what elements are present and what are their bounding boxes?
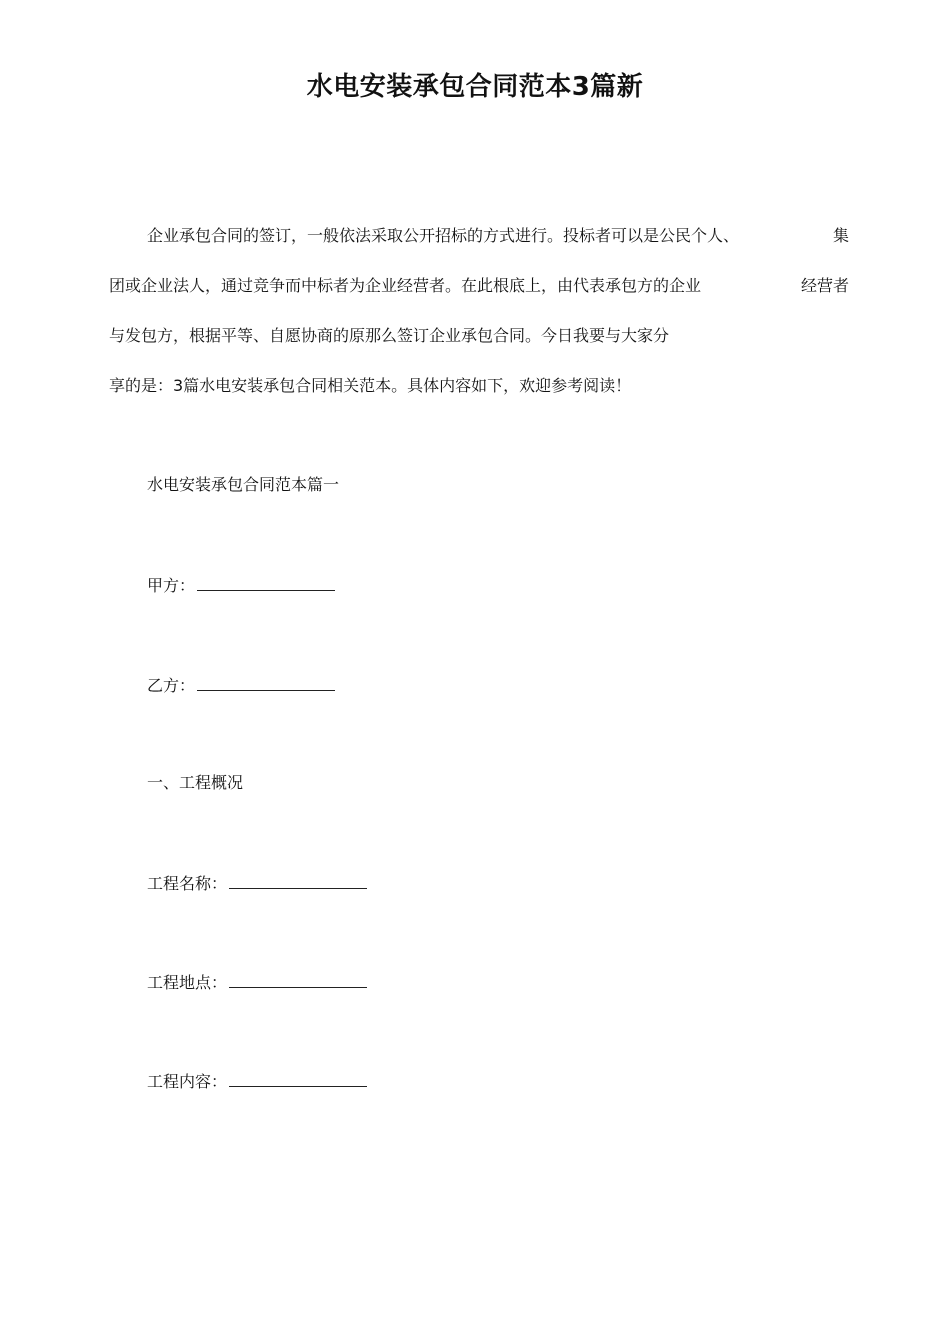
project-name-label: 工程名称： bbox=[147, 874, 228, 893]
intro-line-2-text: 团或企业法人，通过竞争而中标者为企业经营者。在此根底上，由代表承包方的企业 bbox=[109, 276, 702, 295]
party-b-label: 乙方： bbox=[147, 676, 196, 695]
section-heading: 水电安装承包合同范本篇一 bbox=[147, 475, 340, 494]
intro-line-4: 享的是：3篇水电安装承包合同相关范本。具体内容如下，欢迎参考阅读！ bbox=[109, 376, 632, 395]
intro-line-2 bbox=[109, 275, 849, 297]
intro-line-1 bbox=[147, 225, 849, 247]
intro-line-1-text: 企业承包合同的签订，一般依法采取公开招标的方式进行。投标者可以是公民个人、 bbox=[147, 226, 740, 245]
party-a-blank bbox=[197, 574, 335, 591]
party-a-field bbox=[147, 574, 335, 597]
party-b-field bbox=[147, 674, 335, 697]
project-content-field bbox=[147, 1070, 367, 1093]
project-content-blank bbox=[229, 1070, 367, 1087]
intro-line-1-end: 集 bbox=[832, 226, 849, 245]
project-name-blank bbox=[229, 872, 367, 889]
intro-line-2-end: 经营者 bbox=[800, 276, 849, 295]
party-b-blank bbox=[197, 674, 335, 691]
document-title: 水电安装承包合同范本3篇新 bbox=[306, 72, 644, 102]
project-location-blank bbox=[229, 971, 367, 988]
project-location-field bbox=[147, 971, 367, 994]
project-location-label: 工程地点： bbox=[147, 973, 228, 992]
party-a-label: 甲方： bbox=[147, 576, 196, 595]
intro-line-3: 与发包方，根据平等、自愿协商的原那么签订企业承包合同。今日我要与大家分 bbox=[109, 326, 670, 345]
project-name-field bbox=[147, 872, 367, 895]
project-content-label: 工程内容： bbox=[147, 1072, 228, 1091]
overview-heading: 一、工程概况 bbox=[147, 773, 244, 792]
